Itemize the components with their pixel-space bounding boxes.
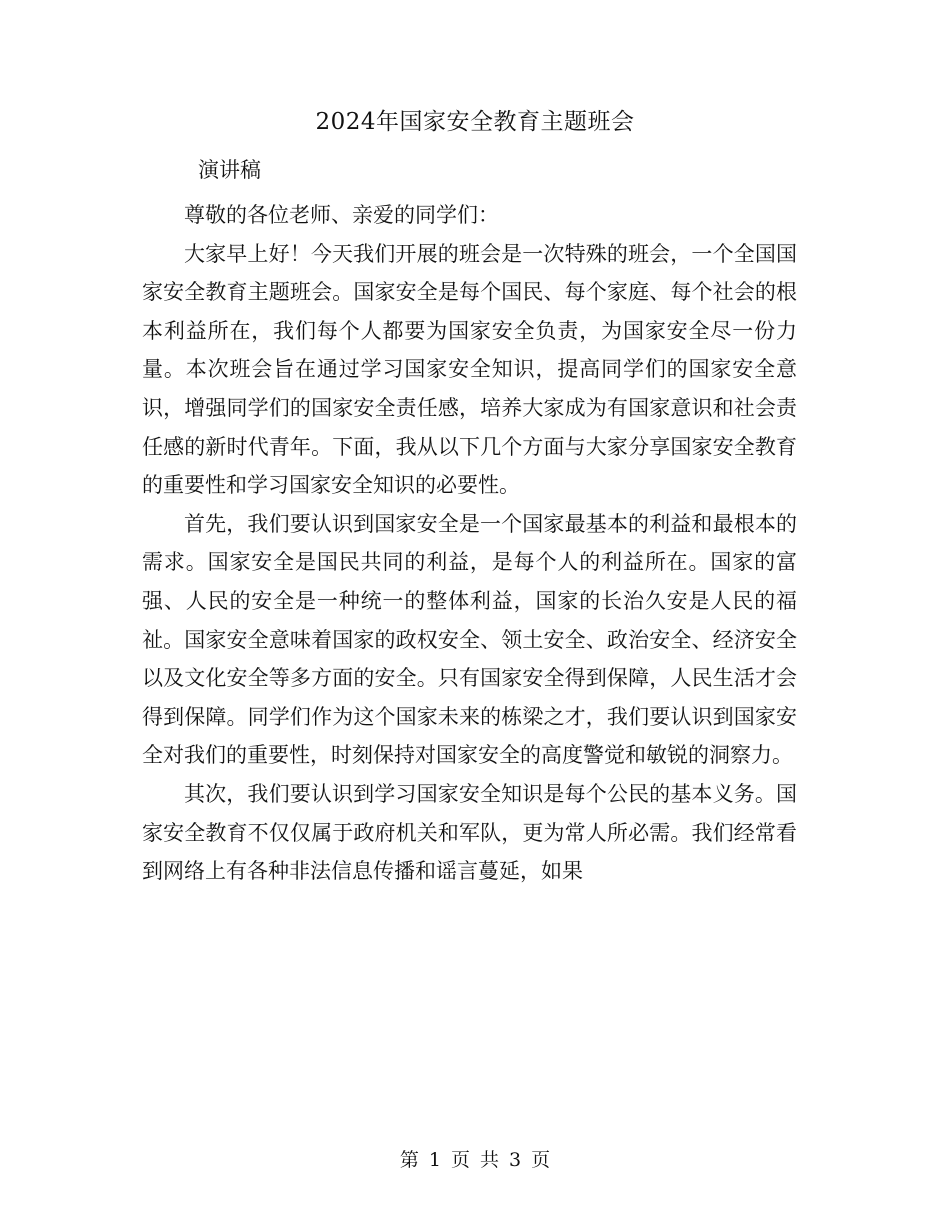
- page-number-footer: 第 1 页 共 3 页: [399, 1149, 551, 1171]
- document-subtitle: 演讲稿: [198, 158, 261, 182]
- document-body: [142, 196, 797, 891]
- body-paragraph: 首先，我们要认识到国家安全是一个国家最基本的利益和最根本的需求。国家安全是国民共同的利益，是每个人的利益所在。国家的富强、人民的安全是一种统一的整体利益，国家的长治久安是人民的福祉。国家安全意味着国家的政权安全、领土安全、政治安全、经济安全以及文化安全等多方面的安全。只有国家安全得到保障，人民生活才会得到保障。同学们作为这个国家未来的栋梁之才，我们要认识到国家安全对我们的重要性，时刻保持对国家安全的高度警觉和敏锐的洞察力。: [142, 511, 797, 768]
- body-paragraph: 其次，我们要认识到学习国家安全知识是每个公民的基本义务。国家安全教育不仅仅属于政府机关和军队，更为常人所必需。我们经常看到网络上有各种非法信息传播和谣言蔓延，如果: [142, 781, 797, 884]
- salutation-paragraph: 尊敬的各位老师、亲爱的同学们：: [184, 203, 499, 227]
- body-paragraph: 大家早上好！今天我们开展的班会是一次特殊的班会，一个全国国家安全教育主题班会。国家安全是每个国民、每个家庭、每个社会的根本利益所在，我们每个人都要为国家安全负责，为国家安全尽一份力量。本次班会旨在通过学习国家安全知识，提高同学们的国家安全意识，增强同学们的国家安全责任感，培养大家成为有国家意识和社会责任感的新时代青年。下面，我从以下几个方面与大家分享国家安全教育的重要性和学习国家安全知识的必要性。: [142, 241, 797, 498]
- document-title: 2024年国家安全教育主题班会: [315, 109, 635, 135]
